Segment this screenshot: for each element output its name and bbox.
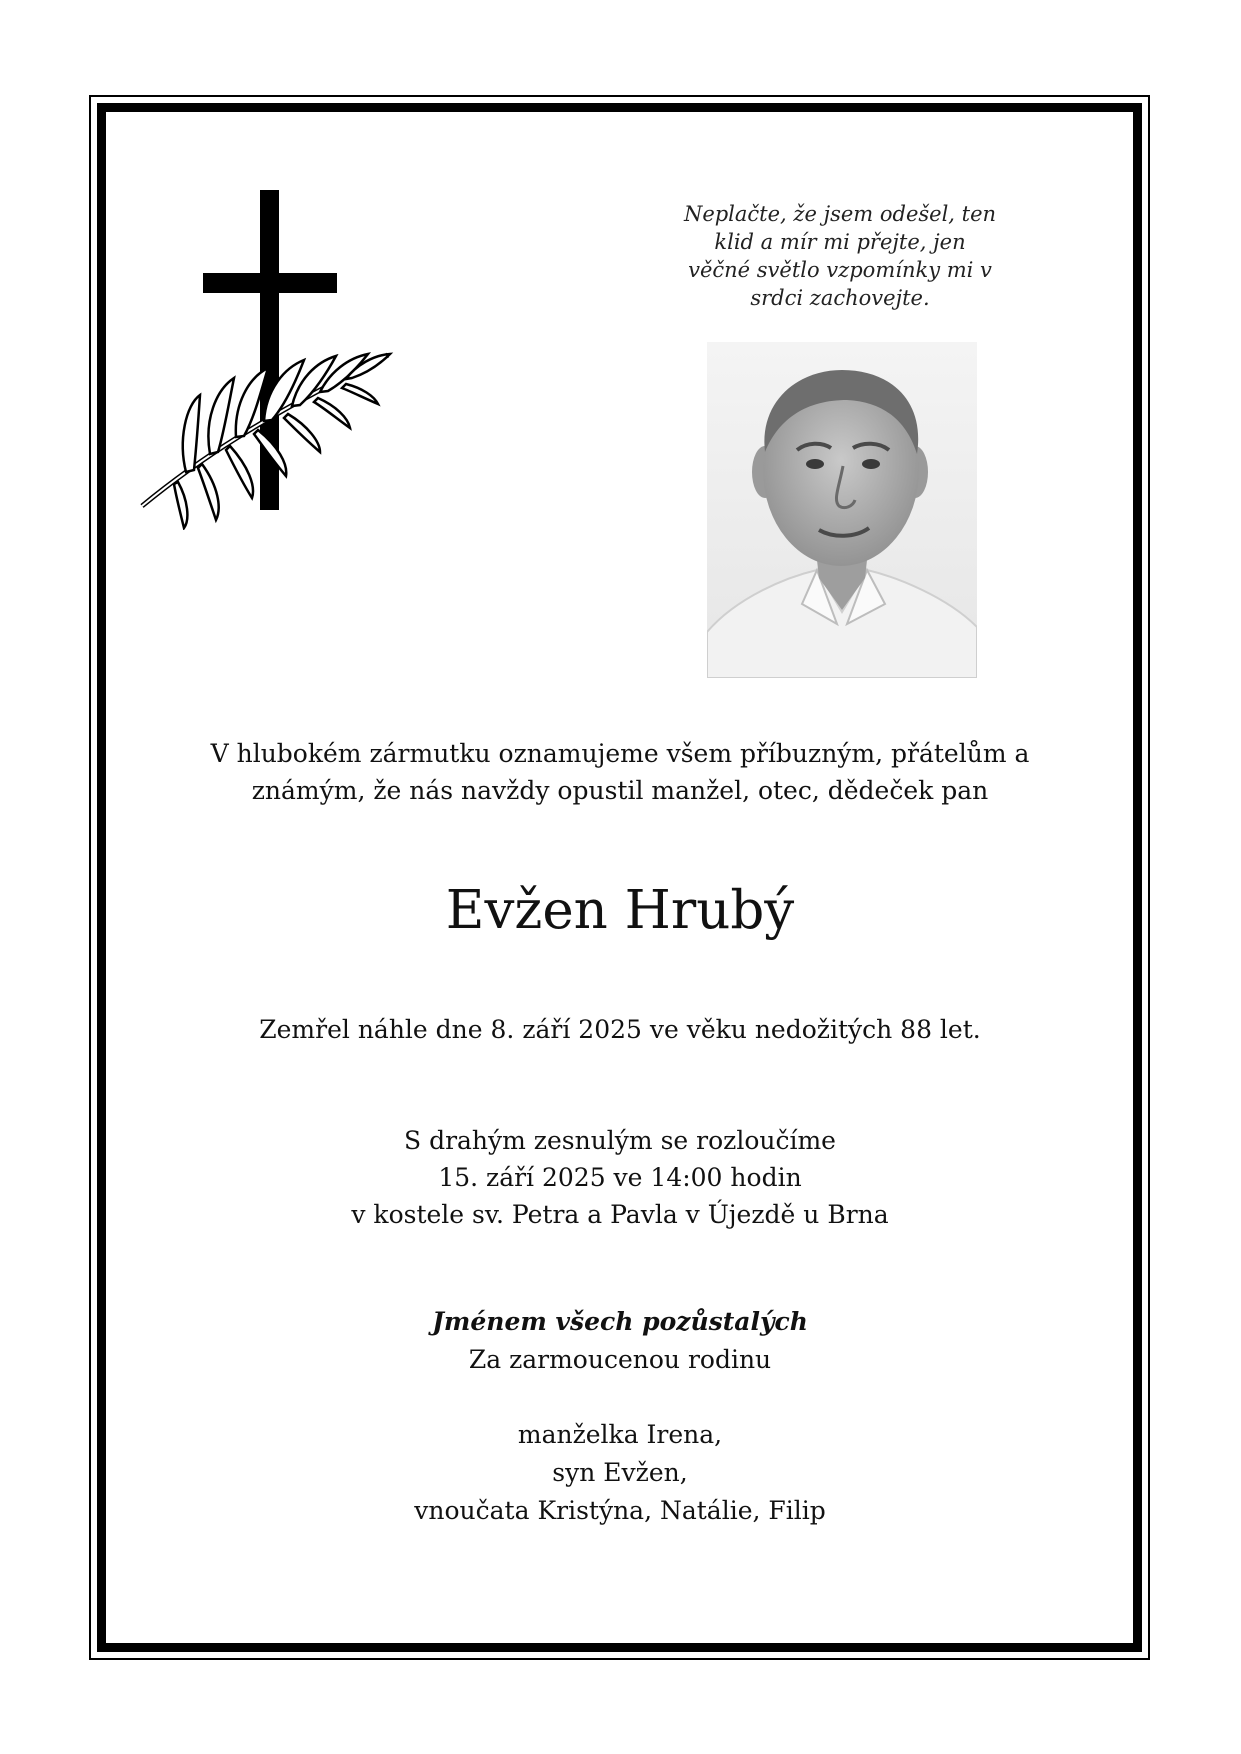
family-member: vnoučata Kristýna, Natálie, Filip — [414, 1496, 826, 1525]
cross-with-palm-branch-icon — [138, 190, 408, 530]
motto-line: věčné světlo vzpomínky mi v — [688, 258, 992, 282]
family-list — [140, 1416, 1100, 1530]
announcement-text — [140, 735, 1100, 809]
family-member: manželka Irena, — [517, 1420, 723, 1449]
death-notice: Zemřel náhle dne 8. září 2025 ve věku nedožitých 88 let. — [259, 1015, 981, 1044]
family-member: syn Evžen, — [552, 1458, 688, 1487]
farewell-details — [140, 1122, 1100, 1233]
motto-line: klid a mír mi přejte, jen — [714, 230, 966, 254]
portrait-photo — [707, 342, 977, 678]
farewell-line: 15. září 2025 ve 14:00 hodin — [438, 1163, 802, 1192]
farewell-line: v kostele sv. Petra a Pavla v Újezdě u Brna — [351, 1200, 889, 1229]
farewell-line: S drahým zesnulým se rozloučíme — [404, 1126, 836, 1155]
signoff-subheading: Za zarmoucenou rodinu — [468, 1345, 772, 1374]
portrait-illustration — [707, 342, 977, 678]
motto — [660, 200, 1020, 312]
announcement-line: V hlubokém zármutku oznamujeme všem příbuzným, přátelům a — [210, 739, 1030, 768]
motto-line: Neplačte, že jsem odešel, ten — [683, 202, 997, 226]
announcement-line: známým, že nás navždy opustil manžel, otec, dědeček pan — [251, 776, 989, 805]
motto-line: srdci zachovejte. — [750, 286, 930, 310]
signoff-heading: Jménem všech pozůstalých — [432, 1307, 808, 1336]
signoff — [140, 1303, 1100, 1379]
deceased-name: Evžen Hrubý — [445, 880, 795, 941]
